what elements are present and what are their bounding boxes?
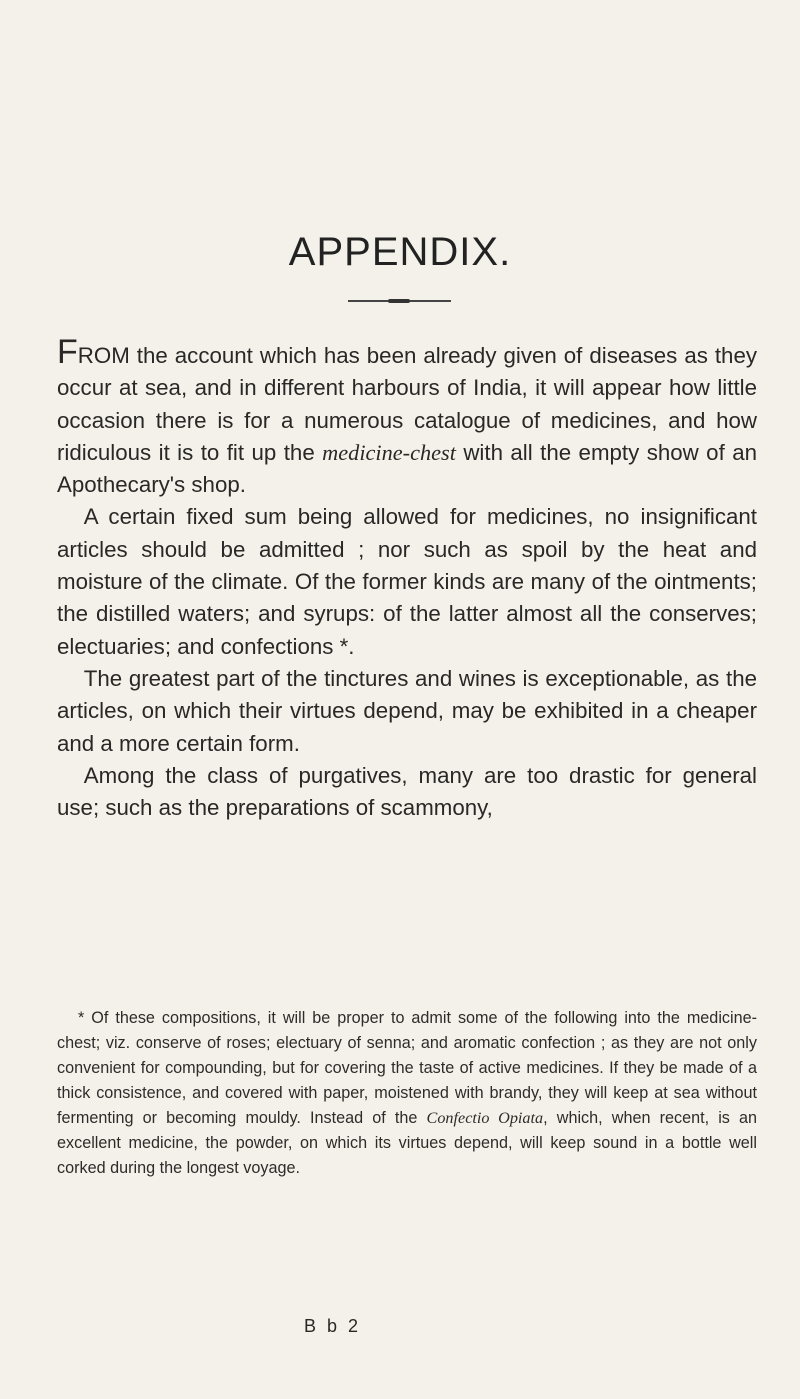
page-title: APPENDIX. xyxy=(288,230,512,274)
paragraph-3: The greatest part of the tinctures and wines is exceptionable, as the articles, on which their virtues depend, may be exhibited in a cheaper and a more certain form. xyxy=(57,665,757,756)
paragraph-4: Among the class of purgatives, many are too drastic for general use; such as the preparations of scammony, xyxy=(57,762,757,821)
footnote: * Of these compositions, it will be proper to admit some of the following into the medicine-chest; viz. conserve of roses; electuary of senna; and aromatic confection ; as they are not only convenient for compounding, but for covering the taste of active medicines. If they be made of a thick consistence, and covered with paper, moistened with brandy, they will keep at sea without fermenting or becoming mouldy. Instead of the Confectio Opiata, which, when recent, is an excellent medicine, the powder, on which its virtues depend, will keep sound in a bottle well corked during the longest voyage. xyxy=(57,1009,758,1177)
signature-mark: B b 2 xyxy=(304,1316,362,1336)
body-text xyxy=(57,333,757,824)
initial-letter: F xyxy=(57,333,78,371)
italic-term: medicine-chest xyxy=(322,439,456,465)
paragraph-2: A certain fixed sum being allowed for medicines, no insignificant articles should be admitted ; nor such as spoil by the heat and moisture of the climate. Of the former kinds are many of the ointments; the distilled waters; and syrups: of the latter almost all the conserves; electuaries; and confections *. xyxy=(57,504,757,659)
italic-term: Confectio Opiata xyxy=(426,1109,544,1127)
ornamental-rule xyxy=(348,300,451,302)
paragraph-1: FROM the account which has been already given of diseases as they occur at sea, and in different harbours of India, it will appear how little occasion there is for a numerous catalogue of medicines, and how ridiculous it is to fit up the medicine-chest with all the empty show of an Apothecary's shop. xyxy=(57,333,757,498)
